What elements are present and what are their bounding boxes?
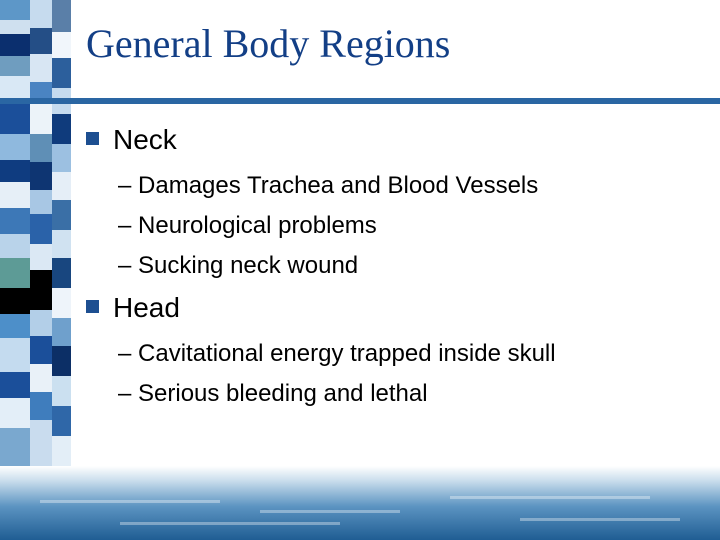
decorative-bottom-band (0, 466, 720, 540)
square-bullet-icon (86, 300, 99, 313)
slide-title: General Body Regions (86, 21, 451, 66)
title-divider (0, 98, 720, 104)
bullet-head (86, 292, 180, 324)
subitem: – Sucking neck wound (118, 252, 359, 279)
bullet-label: Neck (113, 124, 177, 155)
decorative-block-strip (0, 0, 71, 468)
subitem: – Cavitational energy trapped inside skull (118, 340, 556, 367)
bullet-neck (86, 124, 177, 156)
subitem: – Serious bleeding and lethal (118, 380, 428, 407)
bullet-label: Head (113, 292, 180, 323)
subitem: – Damages Trachea and Blood Vessels (118, 172, 539, 199)
square-bullet-icon (86, 132, 99, 145)
subitem: – Neurological problems (118, 212, 377, 239)
